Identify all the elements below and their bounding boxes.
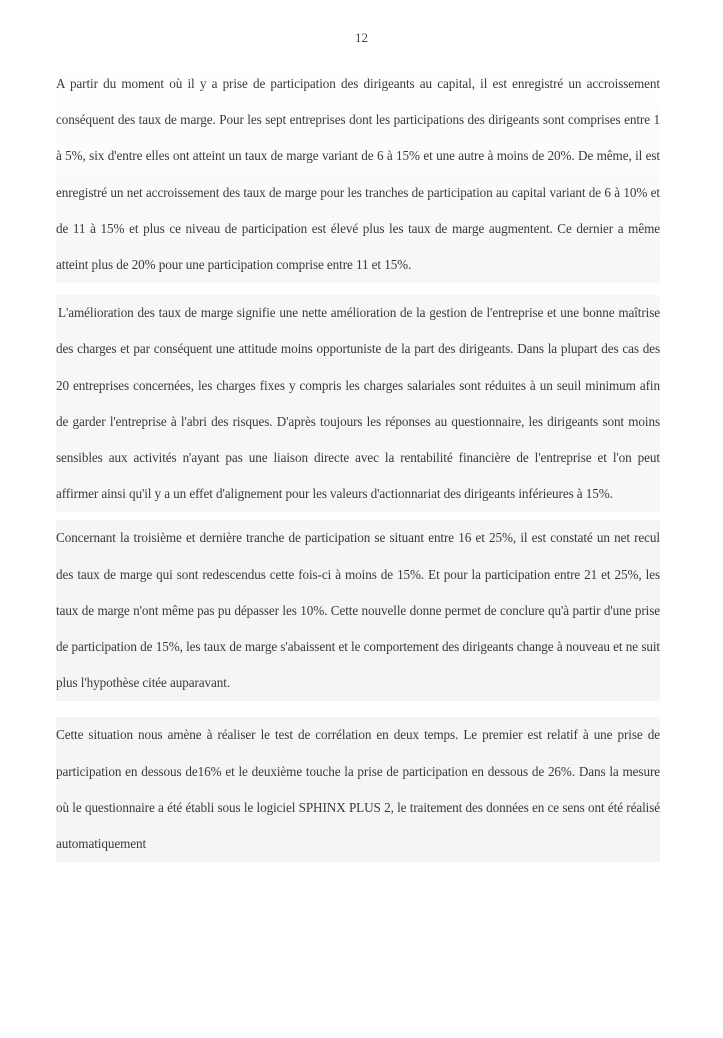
paragraph-third-tranche: Concernant la troisième et dernière tranche de participation se situant entre 16 et 25%, il est constaté un net recul des taux de marge qui sont redescendus cette fois-ci à moins de 15%. Et pour la participation entre 21 et 25%, les taux de marge n'ont même pas pu dépasser les 10%. Cette nouvelle donne permet de conclure qu'à partir d'une prise de participation de 15%, les taux de marge s'abaissent et le comportement des dirigeants change à nouveau et ne suit plus l'hypothèse citée auparavant. <box>56 520 660 701</box>
page-number: 12 <box>355 30 368 45</box>
paragraph-margin-increase: A partir du moment où il y a prise de participation des dirigeants au capital, il est enregistré un accroissement conséquent des taux de marge. Pour les sept entreprises dont les participations des dirigeants sont comprises entre 1 à 5%, six d'entre elles ont atteint un taux de marge variant de 6 à 15% et une autre à moins de 20%. De même, il est enregistré un net accroissement des taux de marge pour les tranches de participation au capital variant de 6 à 10% et de 11 à 15% et plus ce niveau de participation est élevé plus les taux de marge augmentent. Ce dernier a même atteint plus de 20% pour une participation comprise entre 11 et 15%. <box>56 66 660 283</box>
document-body <box>56 66 660 862</box>
paragraph-correlation-test: Cette situation nous amène à réaliser le test de corrélation en deux temps. Le premier est relatif à une prise de participation en dessous de16% et le deuxième touche la prise de participation en dessous de 26%. Dans la mesure où le questionnaire a été établi sous le logiciel SPHINX PLUS 2, le traitement des données en ce sens ont été réalisé automatiquement <box>56 717 660 862</box>
paragraph-management-improvement: L'amélioration des taux de marge signifie une nette amélioration de la gestion de l'entreprise et une bonne maîtrise des charges et par conséquent une attitude moins opportuniste de la part des dirigeants. Dans la plupart des cas des 20 entreprises concernées, les charges fixes y compris les charges salariales sont réduites à un seuil minimum afin de garder l'entreprise à l'abri des risques. D'après toujours les réponses au questionnaire, les dirigeants sont moins sensibles aux activités n'ayant pas une liaison directe avec la rentabilité financière de l'entreprise et l'on peut affirmer ainsi qu'il y a un effet d'alignement pour les valeurs d'actionnariat des dirigeants inférieures à 15%. <box>56 295 660 512</box>
